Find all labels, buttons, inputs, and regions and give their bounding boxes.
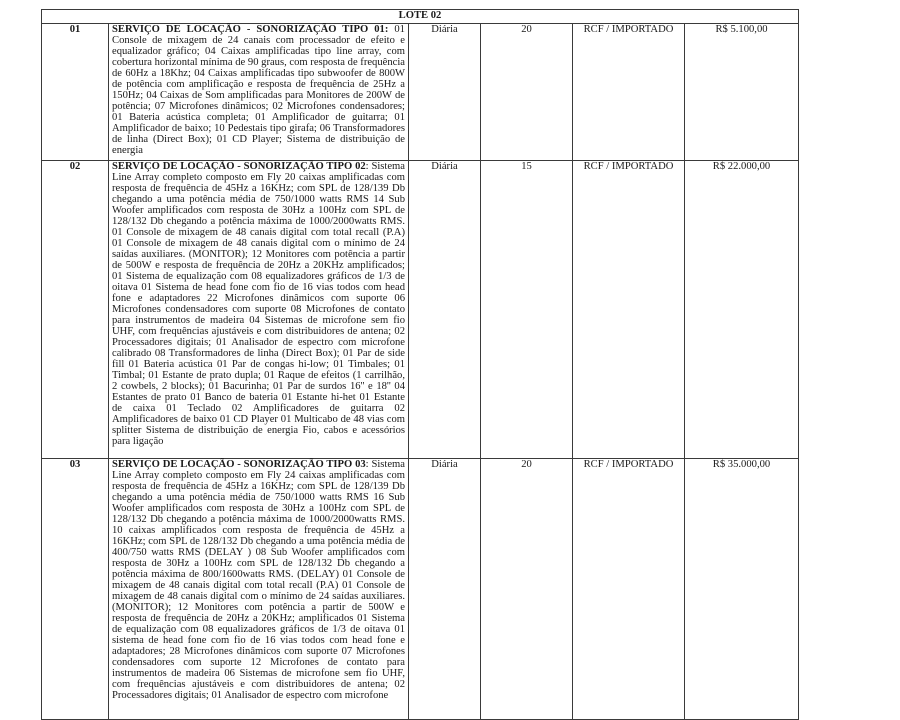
table-row bbox=[42, 459, 799, 720]
item-unit: Diária bbox=[409, 161, 481, 459]
item-unit: Diária bbox=[409, 459, 481, 720]
item-description bbox=[109, 161, 409, 459]
item-description bbox=[109, 24, 409, 161]
item-description bbox=[109, 459, 409, 720]
item-number: 01 bbox=[42, 24, 109, 161]
item-origin: RCF / IMPORTADO bbox=[573, 459, 685, 720]
item-description-text: : Sistema Line Array completo composto em Fly 20 caixas amplificadas com resposta de frequência de 45Hz a 16KHz; com SPL de 128/139 Db chegando a uma potência média de 750/1000 watts RMS 14 Sub Woofer amplificados com resposta de 30Hz a 100Hz com SPL de 128/132 Db chegando a potência máxima de 1000/2000watts RMS. 01 Console de mixagem de 48 canais digital com total recall (P.A) 01 Console de mixagem de 48 canais digital com o mínimo de 24 saídas auxiliares. (MONITOR); 12 Monitores com potência a partir de 500W e resposta de frequência de 20Hz a 20KHz amplificados; 01 Sistema de equalização com 08 equalizadores gráficos de 1/3 de oitava 01 Sistema de head fone com fio de 16 vias todos com head fone e adaptadores 22 Microfones dinâmicos com suporte 06 Microfones condensadores com suporte 08 Microfones de contato para instrumentos de madeira 04 Sistemas de microfone sem fio UHF, com frequências ajustáveis e com distribuidores de antena; 02 Processadores digitais; 01 Analisador de espectro com microfone calibrado 08 Transformadores de linha (Direct Box); 01 Par de side fill 01 Bateria acústica 01 Par de congas hi-low; 01 Timbales; 01 Timbal; 01 Estante de prato dupla; 01 Raque de efeitos (1 carrilhão, 2 cowbels, 2 blocks); 01 Bacurinha; 01 Par de surdos 16'' e 18'' 04 Estantes de prato 01 Banco de bateria 01 Estante hi-het 01 Estante de caixa 01 Teclado 02 Amplificadores de guitarra 02 Amplificadores de baixo 01 CD Player 01 Multicabo de 48 vias com splitter Sistema de distribuição de energia Fio, cabos e acessórios para ligação bbox=[112, 161, 405, 447]
item-price: R$ 22.000,00 bbox=[685, 161, 799, 459]
table-row bbox=[42, 161, 799, 459]
item-origin: RCF / IMPORTADO bbox=[573, 161, 685, 459]
item-price: R$ 35.000,00 bbox=[685, 459, 799, 720]
item-quantity: 20 bbox=[481, 459, 573, 720]
item-description-text: : Sistema Line Array completo composto em Fly 24 caixas amplificadas com resposta de frequência de 45Hz a 16KHz; com SPL de 128/139 Db chegando a uma potência média de 750/1000 watts RMS 16 Sub Woofer amplificados com resposta de 30Hz a 100Hz com SPL de 128/132 Db chegando a potência máxima de 1000/2000watts RMS. 10 caixas amplificados com resposta de frequência de 45Hz a 16KHz; com SPL de 128/132 Db chegando a uma potência média de 400/750 watts RMS (DELAY ) 08 Sub Woofer amplificados com resposta de 30Hz a 100Hz com SPL de 128/132 Db chegando a potência máxima de 800/1600watts RMS. (DELAY) 01 Console de mixagem de 48 canais digital com total recall (P.A) 01 Console de mixagem de 48 canais digital com o mínimo de 24 saídas auxiliares. (MONITOR); 12 Monitores com potência a partir de 500W e resposta de frequência de 20Hz a 20KHz; amplificados 01 Sistema de equalização com 08 equalizadores gráficos de 1/3 de oitava 01 sistema de head fone com fio de 16 vias todos com head fone e adaptadores; 28 Microfones dinâmicos com suporte 07 Microfones condensadores com suporte 12 Microfones de contato para instrumentos de madeira 06 Sistemas de microfone sem fio UHF, com frequências ajustáveis e com distribuidores de antena; 02 Processadores digitais; 01 Analisador de espectro com microfone bbox=[112, 459, 405, 701]
item-unit: Diária bbox=[409, 24, 481, 161]
table-row bbox=[42, 24, 799, 161]
lote-header-row bbox=[42, 10, 799, 24]
item-description-text: 01 Console de mixagem de 24 canais com processador de efeito e equalizador gráfico; 04 Caixas amplificadas tipo line array, com cobertura horizontal mínima de 90 graus, com resposta de frequência de 60Hz a 18Khz; 04 Caixas amplificadas tipo subwoofer de 800W de potência com amplificação e resposta de frequência de 25Hz a 150Hz; 04 Caixas de Som amplificadas para Monitores de 200W de potência; 07 Microfones dinâmicos; 02 Microfones condensadores; 01 Bateria acústica completa; 01 Amplificador de guitarra; 01 Amplificador de baixo; 10 Pedestais tipo girafa; 06 Transformadores de linha (Direct Box); 01 CD Player; Sistema de distribuição de energia bbox=[112, 24, 405, 156]
item-title: SERVIÇO DE LOCAÇÃO - SONORIZAÇÃO TIPO 01: bbox=[112, 24, 389, 35]
item-quantity: 15 bbox=[481, 161, 573, 459]
lote-title: LOTE 02 bbox=[42, 10, 799, 24]
item-price: R$ 5.100,00 bbox=[685, 24, 799, 161]
item-origin: RCF / IMPORTADO bbox=[573, 24, 685, 161]
item-title: SERVIÇO DE LOCAÇÃO - SONORIZAÇÃO TIPO 03 bbox=[112, 459, 366, 470]
lote-table bbox=[41, 9, 799, 720]
item-number: 02 bbox=[42, 161, 109, 459]
item-number: 03 bbox=[42, 459, 109, 720]
item-title: SERVIÇO DE LOCAÇÃO - SONORIZAÇÃO TIPO 02 bbox=[112, 161, 366, 172]
item-quantity: 20 bbox=[481, 24, 573, 161]
